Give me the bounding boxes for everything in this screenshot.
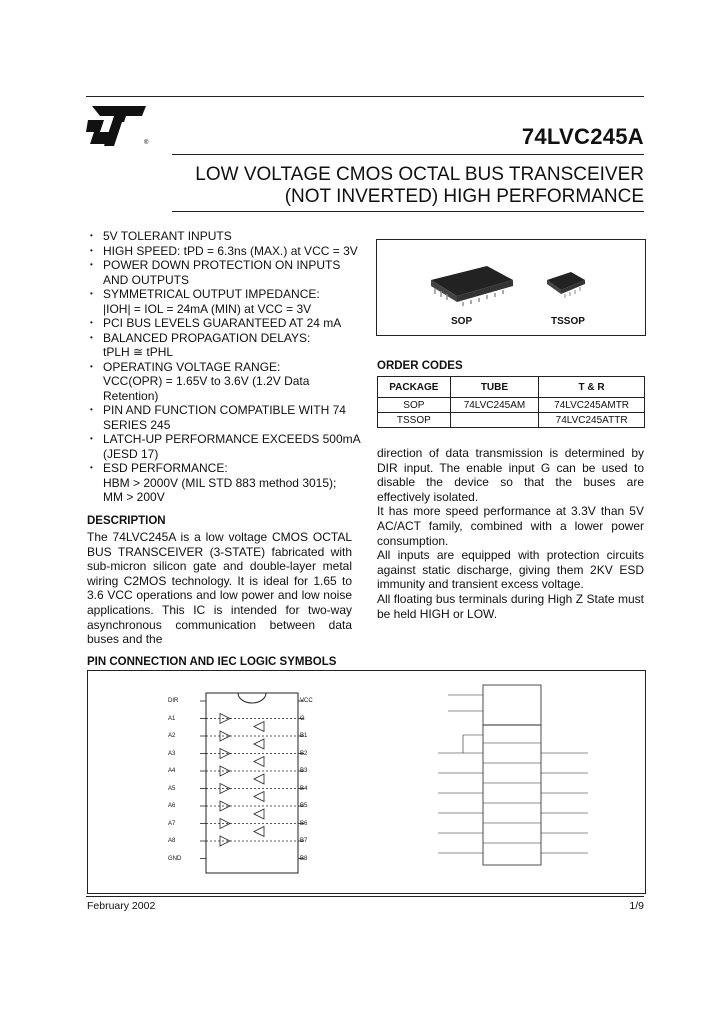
pin-label-right: B1 — [300, 733, 308, 739]
feature-item: • OPERATING VOLTAGE RANGE: VCC(OPR) = 1.65V to 3.6V (1.2V Data Retention) — [90, 360, 365, 404]
column-header: TUBE — [450, 377, 539, 398]
sop-package-image — [427, 262, 517, 310]
buffer-gate-icon — [254, 722, 264, 732]
buffer-gate-icon — [254, 809, 264, 819]
buffer-gate-icon — [254, 774, 264, 784]
buffer-gate-icon — [220, 801, 230, 811]
pin-diagram-box — [87, 670, 646, 894]
buffer-gate-icon — [220, 784, 230, 794]
buffer-gate-icon — [220, 766, 230, 776]
pin-label-left: A6 — [168, 803, 176, 809]
table-row: TSSOP 74LVC245ATTR — [378, 413, 645, 428]
description-left: The 74LVC245A is a low voltage CMOS OCTAL BUS TRANSCEIVER (3-STATE) fabricated with sub-micron silicon gate and double-layer metal wiring C2MOS technology. It is ideal for 1.65 to 3.6 VCC operations and low power and low noise applications. This IC is intended for two-way asynchronous communication between data buses and the — [87, 530, 352, 647]
title-rule-bottom — [172, 211, 644, 212]
buffer-gate-icon — [220, 714, 230, 724]
column-header: T & R — [539, 377, 645, 398]
package-images — [376, 239, 646, 336]
feature-item: • SYMMETRICAL OUTPUT IMPEDANCE: |IOH| = IOL = 24mA (MIN) at VCC = 3V — [90, 287, 365, 316]
page-number: 1/9 — [629, 900, 644, 912]
footer-rule — [86, 896, 644, 897]
tssop-package-image — [543, 266, 589, 306]
pin-label-right: B2 — [300, 750, 308, 757]
pin-label-left: GND — [168, 855, 182, 862]
footer-date: February 2002 — [87, 900, 156, 912]
buffer-gate-icon — [220, 819, 230, 829]
description-right: direction of data transmission is determined by DIR input. The enable input G can be used to disable the device so that the buses are effectively isolated. It has more speed performance at 3.3V than 5V AC/ACT family, combined with a lower power consumption. All inputs are equipped with protection circuits against static discharge, giving them 2KV ESD immunity and transient excess voltage. All floating bus terminals during High Z State must be held HIGH or LOW. — [377, 446, 644, 621]
pin-label-left: DIR — [168, 698, 179, 704]
feature-item: • LATCH-UP PERFORMANCE EXCEEDS 500mA (JESD 17) — [90, 432, 365, 461]
sop-label: SOP — [451, 316, 473, 327]
title-line-1: LOW VOLTAGE CMOS OCTAL BUS TRANSCEIVER — [195, 164, 644, 185]
pin-label-right: G — [300, 715, 305, 722]
feature-item: • PIN AND FUNCTION COMPATIBLE WITH 74 SERIES 245 — [90, 403, 365, 432]
pin-label-right: B5 — [300, 803, 308, 809]
feature-item: • HIGH SPEED: tPD = 6.3ns (MAX.) at VCC = 3V — [90, 244, 365, 259]
pin-label-right: B8 — [300, 855, 308, 862]
description-heading: DESCRIPTION — [87, 515, 166, 527]
feature-item: • POWER DOWN PROTECTION ON INPUTS AND OUTPUTS — [90, 258, 365, 287]
pin-label-left: A1 — [168, 715, 176, 722]
svg-text:®: ® — [144, 140, 149, 146]
pin-label-right: B6 — [300, 820, 308, 827]
part-number: 74LVC245A — [521, 124, 644, 149]
buffer-gate-icon — [220, 749, 230, 759]
pin-label-left: A3 — [168, 750, 176, 757]
feature-item: • 5V TOLERANT INPUTS — [90, 229, 365, 244]
column-header: PACKAGE — [378, 377, 451, 398]
feature-item: • ESD PERFORMANCE: HBM > 2000V (MIL STD 883 method 3015); MM > 200V — [90, 461, 365, 505]
top-rule — [86, 96, 644, 97]
buffer-gate-icon — [220, 836, 230, 846]
buffer-gate-icon — [254, 757, 264, 767]
buffer-gate-icon — [254, 792, 264, 802]
table-row: SOP 74LVC245AM 74LVC245AMTR — [378, 398, 645, 413]
pin-section-heading: PIN CONNECTION AND IEC LOGIC SYMBOLS — [87, 656, 337, 668]
buffer-gate-icon — [220, 731, 230, 741]
pin-label-right: B7 — [300, 838, 308, 844]
pin-label-left: A5 — [168, 785, 176, 792]
pin-label-right: VCC — [300, 698, 313, 704]
title-rule — [172, 154, 644, 155]
pin-label-left: A7 — [168, 820, 176, 827]
pin-label-right: B4 — [300, 785, 308, 792]
features-list — [90, 229, 365, 505]
pin-label-left: A8 — [168, 838, 176, 844]
pin-label-left: A4 — [168, 768, 176, 774]
order-codes-table — [377, 376, 645, 428]
order-codes-heading: ORDER CODES — [377, 360, 463, 372]
buffer-gate-icon — [254, 739, 264, 749]
feature-item: • PCI BUS LEVELS GUARANTEED AT 24 mA — [90, 316, 365, 331]
pin-label-left: A2 — [168, 733, 176, 739]
buffer-gate-icon — [254, 827, 264, 837]
title-line-2: (NOT INVERTED) HIGH PERFORMANCE — [284, 186, 644, 207]
feature-item: • BALANCED PROPAGATION DELAYS: tPLH ≅ tPHL — [90, 331, 365, 360]
tssop-label: TSSOP — [551, 316, 585, 327]
pin-label-right: B3 — [300, 768, 308, 774]
st-logo-icon — [86, 104, 152, 148]
